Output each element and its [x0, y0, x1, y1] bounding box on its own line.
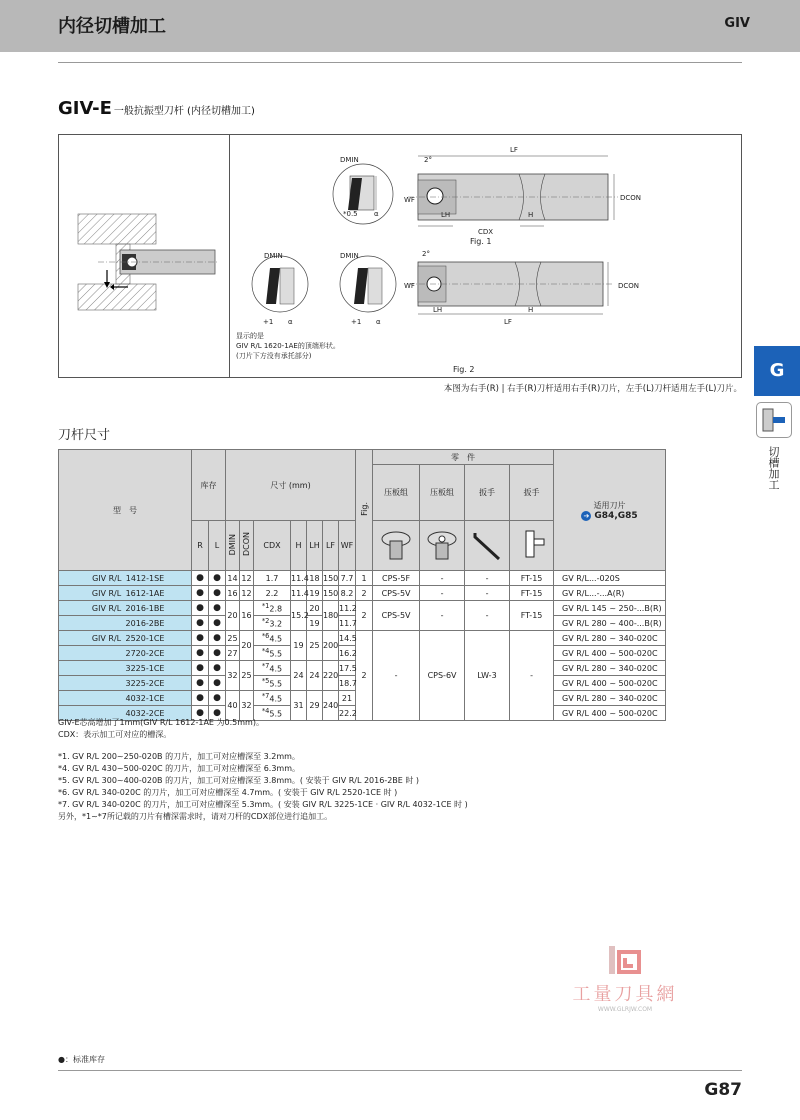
fig2-caption: Fig. 2: [453, 365, 475, 374]
label-angle: 2°: [424, 156, 432, 164]
label-p1-a: +1: [263, 318, 274, 326]
label-dmin: DMIN: [340, 156, 359, 164]
side-label: 切槽加工: [767, 446, 780, 490]
fig-note-2: GIV R/L 1620-1AE的顶端形状。: [236, 342, 340, 350]
table-row: 2016-2BE ● ● $^{*2}$3.2 19 11.7 GV R/L 280 ~ 400-...B(R): [59, 616, 666, 631]
table-notes: GIV-E芯高增加了1mm(GIV R/L 1612-1AE 为0.5mm)。 CDX：表示加工可对应的槽深。: [58, 718, 264, 739]
watermark-logo: 工量刀具網 WWW.GLRJW.COM: [560, 944, 690, 1013]
holder-spec-table: 型 号 库存 尺寸 (mm) Fig. 零 件 适用刀片 ➔ G84,G85 压板组 压板组 扳手 扳手 R L DMIN DCON CDX H LH LF WF GIV R/L 1412-1SE ● ● 14 12 1.7 11.4 18 150 7.7 1 CPS-5F - - FT-15 GV R/L...-020S GIV R/L 1612-1AE ● ● 16 12 2.2 11.4 19 150 8.2 2 CPS-5V - - FT-15 GV R/L...-...A(R) GIV R/L 2016-1BE ● ● 20 16 $^{*1}$2.8 15.2 20 180 11.2 2 CPS-5V - - FT-15 GV R/L 145 ~ 250-...B(R) 2016-2BE ● ● $^{*2}$3.2 19 11.7 GV R/L 280 ~ 400-...B(R) GIV R/L 2520-1CE ● ● 25 20 $^{*6}$4.5 19 25 200 14.5 2 - CPS-6V LW-3 - GV R/L 280 ~ 340-020C 2720-2CE ● ● 27 $^{*4}$5.5 16.2 GV R/L 400 ~ 500-020C 3225-1CE ● ● 32 25 $^{*7}$4.5 24 24 220 17.5 GV R/L 280 ~ 340-020C 3225-2CE ● ● $^{*5}$5.5 18.7 GV R/L 400 ~ 500-020C 4032-1CE ● ● 40 32 $^{*7}$4.5 31 29 240 21 GV R/L 280 ~ 340-020C 4032-2CE ● ● $^{*4}$5.5 22.2 GV R/L 400 ~ 500-020C: [58, 449, 666, 721]
table-row: 2720-2CE ● ● 27 $^{*4}$5.5 16.2 GV R/L 400 ~ 500-020C: [59, 646, 666, 661]
label-dmin-2b: DMIN: [340, 252, 359, 260]
col-fig: Fig.: [356, 450, 373, 571]
logo-mark-icon: [605, 944, 645, 976]
page-header: [0, 0, 800, 52]
table-row: 4032-2CE ● ● $^{*4}$5.5 22.2 GV R/L 400 ~ 500-020C: [59, 706, 666, 721]
hand-note: 本图为右手(R) | 右手(R)刀杆适用右手(R)刀片，左手(L)刀杆适用左手(L)刀片。: [443, 384, 742, 394]
table-row: 3225-2CE ● ● $^{*5}$5.5 18.7 GV R/L 400 ~ 500-020C: [59, 676, 666, 691]
label-alpha-2a: α: [288, 318, 293, 326]
grooving-icon: [756, 402, 792, 438]
label-dcon: DCON: [620, 194, 642, 202]
section-tab-g[interactable]: G: [754, 346, 800, 396]
section-subtitle: 一般抗振型刀杆 (内径切槽加工): [113, 106, 255, 117]
footnotes: *1. GV R/L 200~250-020B 的刀片，加工可对应槽深至 3.2mm。 *4. GV R/L 430~500-020C 的刀片，加工可对应槽深至 6.3mm。 *5. GV R/L 300~400-020B 的刀片，加工可对应槽深至 3.8mm。( 安装于 GIV R/L 2016-2BE 时 ) *6. GV R/L 340-020C 的刀片，加工可对应槽深至 4.7mm。( 安装于 GIV R/L 2520-1CE 时 ) *7. GV R/L 340-020C 的刀片，加工可对应槽深至 5.3mm。( 安装 GIV R/L 3225-1CE · GIV R/L 4032-1CE 时 ) 另外，*1~*7所记载的刀片有槽深需求时，请对刀杆的CDX部位进行追加工。: [58, 752, 468, 821]
col-model: 型 号: [59, 450, 192, 571]
table-row: 4032-1CE ● ● 40 32 $^{*7}$4.5 31 29 240 21 GV R/L 280 ~ 340-020C: [59, 691, 666, 706]
label-dcon-2: DCON: [618, 282, 640, 290]
torx-wrench-icon: [510, 521, 554, 571]
col-parts: 零 件: [373, 450, 554, 465]
table-row: GIV R/L 1412-1SE ● ● 14 12 1.7 11.4 18 150 7.7 1 CPS-5F - - FT-15 GV R/L...-020S: [59, 571, 666, 586]
label-angle-2: 2°: [422, 250, 430, 258]
label-p1-b: +1: [351, 318, 362, 326]
holder-drawings: [58, 134, 742, 378]
page-title: 内径切槽加工: [58, 16, 166, 37]
fig-note-3: (刀片下方没有承托部分): [236, 352, 312, 360]
page-number: G87: [704, 1080, 742, 1100]
application-sketch: [78, 214, 218, 310]
table-row: GIV R/L 2016-1BE ● ● 20 16 $^{*1}$2.8 15.2 20 180 11.2 2 CPS-5V - - FT-15 GV R/L 145 ~ 250-...B(R): [59, 601, 666, 616]
label-h-2: H: [528, 306, 534, 314]
table-row: 3225-1CE ● ● 32 25 $^{*7}$4.5 24 24 220 17.5 GV R/L 280 ~ 340-020C: [59, 661, 666, 676]
col-stock: 库存: [192, 450, 226, 521]
label-lf: LF: [510, 146, 518, 154]
stock-legend: ●：标准库存: [58, 1055, 105, 1064]
table-title: 刀杆尺寸: [58, 428, 111, 443]
ref-link[interactable]: G84,G85: [594, 510, 638, 521]
fig1-caption: Fig. 1: [470, 237, 492, 246]
arrow-right-icon: ➔: [581, 511, 591, 521]
clamp-icon-2: [420, 521, 465, 571]
fig1-holder: [408, 156, 618, 226]
col-dims: 尺寸 (mm): [226, 450, 356, 521]
series-code: GIV: [724, 16, 750, 31]
label-alpha: α: [374, 210, 379, 218]
label-wf-2: WF: [404, 282, 415, 290]
table-row: GIV R/L 2520-1CE ● ● 25 20 $^{*6}$4.5 19 25 200 14.5 2 - CPS-6V LW-3 - GV R/L 280 ~ 340-020C: [59, 631, 666, 646]
fig2-details: [252, 256, 396, 312]
fig1-detail: [333, 164, 393, 224]
label-lh-2: LH: [433, 306, 443, 314]
section-title: GIV-E 一般抗振型刀杆 (内径切槽加工): [58, 98, 255, 119]
label-dmin-2a: DMIN: [264, 252, 283, 260]
hex-wrench-icon: [465, 521, 510, 571]
label-h: H: [528, 211, 534, 219]
label-alpha-2b: α: [376, 318, 381, 326]
label-lh: LH: [441, 211, 451, 219]
label-lf-2: LF: [504, 318, 512, 326]
clamp-icon-1: [373, 521, 420, 571]
fig-note-1: 显示的是: [236, 332, 264, 340]
label-wf: WF: [404, 196, 415, 204]
table-row: GIV R/L 1612-1AE ● ● 16 12 2.2 11.4 19 150 8.2 2 CPS-5V - - FT-15 GV R/L...-...A(R): [59, 586, 666, 601]
footer-divider: [58, 1070, 742, 1071]
divider: [58, 62, 742, 63]
label-m05: *0.5: [343, 210, 358, 218]
label-cdx: CDX: [478, 228, 494, 236]
col-insert: 适用刀片 ➔ G84,G85: [554, 450, 666, 571]
